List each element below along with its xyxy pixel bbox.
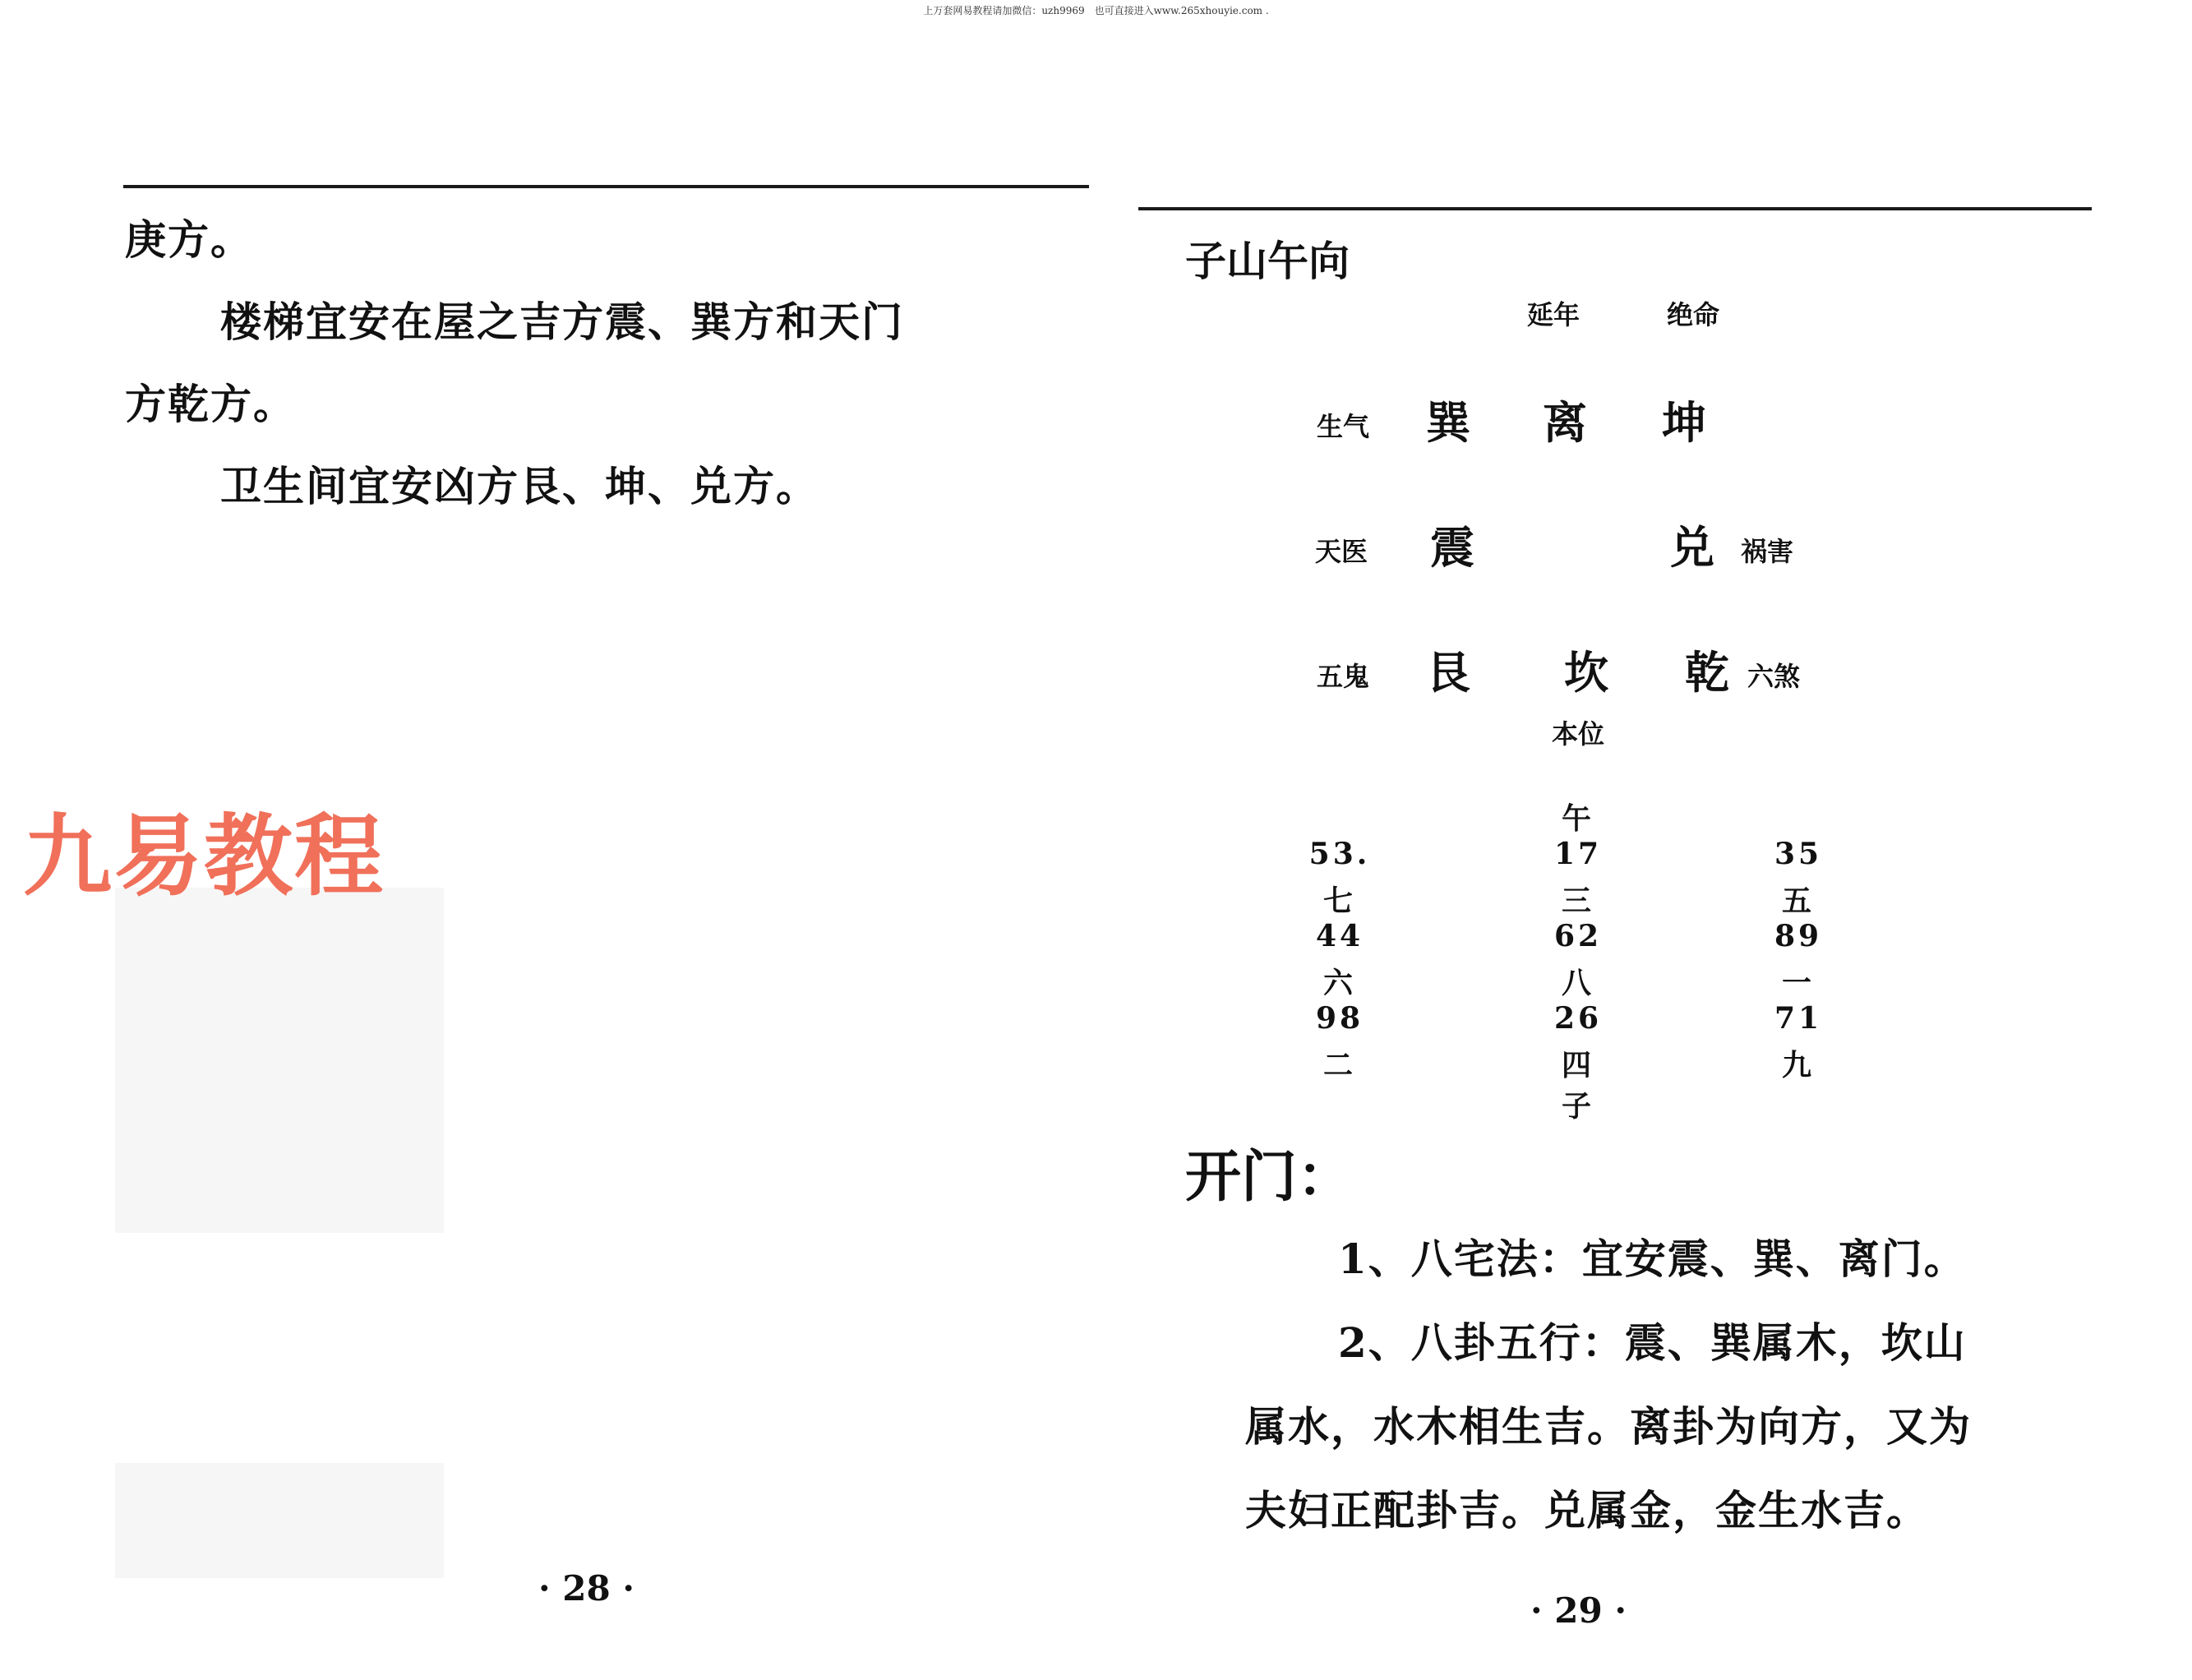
star-cell: 七 xyxy=(1322,884,1356,918)
trigram-kan: 坎 xyxy=(1564,646,1608,699)
star-cell: 62 xyxy=(1553,919,1603,953)
trigram-li: 离 xyxy=(1543,396,1587,449)
direction-wu: 午 xyxy=(1561,801,1594,836)
label-wugui: 五鬼 xyxy=(1317,661,1370,692)
left-text-line-1: 庚方。 xyxy=(125,215,253,264)
left-page-number: · 28 · xyxy=(538,1568,635,1608)
left-text-line-4: 卫生间宜安凶方艮、坤、兑方。 xyxy=(220,462,819,510)
left-text-line-3: 方乾方。 xyxy=(125,380,296,428)
watermark-logo: 九易教程 xyxy=(23,805,385,908)
star-cell: 98 xyxy=(1315,1001,1364,1036)
star-cell: 35 xyxy=(1774,837,1823,871)
star-cell: 一 xyxy=(1781,966,1815,1000)
star-cell: 九 xyxy=(1781,1048,1815,1082)
label-jueming: 绝命 xyxy=(1667,299,1720,330)
star-cell: 三 xyxy=(1561,884,1594,918)
left-text-line-2: 楼梯宜安在屋之吉方震、巽方和天门 xyxy=(220,298,904,346)
top-banner: 上万套网易教程请加微信：uzh9969 也可直接进入www.265xhouyie.com . xyxy=(923,5,1269,16)
star-cell: 八 xyxy=(1561,966,1594,1000)
right-header-rule xyxy=(1138,207,2092,210)
star-cell: 四 xyxy=(1561,1048,1594,1082)
star-cell: 17 xyxy=(1553,837,1603,871)
open-door-heading: 开门： xyxy=(1185,1144,1354,1210)
star-cell: 53. xyxy=(1308,837,1371,871)
label-shengqi: 生气 xyxy=(1317,411,1370,442)
star-cell: 五 xyxy=(1781,884,1815,918)
label-liusha: 六煞 xyxy=(1747,661,1801,692)
star-cell: 44 xyxy=(1315,919,1364,953)
star-cell: 89 xyxy=(1774,919,1823,953)
scan-haze xyxy=(115,888,444,1233)
section-title: 子山午向 xyxy=(1185,237,1350,285)
star-cell: 六 xyxy=(1322,966,1356,1000)
label-yannian: 延年 xyxy=(1527,299,1581,330)
right-page-number: · 29 · xyxy=(1530,1590,1627,1631)
trigram-dui: 兑 xyxy=(1670,521,1714,574)
rule-item-2-line-2: 属水，水木相生吉。离卦为向方，又为 xyxy=(1245,1402,1972,1451)
star-cell: 26 xyxy=(1553,1001,1603,1036)
scan-haze xyxy=(115,1463,444,1578)
direction-zi: 子 xyxy=(1561,1089,1594,1124)
rule-item-2-line-3: 夫妇正配卦吉。兑属金，金生水吉。 xyxy=(1245,1486,1929,1535)
star-cell: 二 xyxy=(1322,1048,1356,1082)
trigram-qian: 乾 xyxy=(1685,646,1729,699)
star-cell: 71 xyxy=(1774,1001,1823,1036)
label-huohai: 祸害 xyxy=(1741,536,1794,567)
trigram-gen: 艮 xyxy=(1426,646,1470,699)
label-benwei: 本位 xyxy=(1552,718,1605,750)
trigram-kun: 坤 xyxy=(1662,396,1706,449)
rule-item-1: 1、八宅法：宜安震、巽、离门。 xyxy=(1338,1235,1967,1283)
rule-item-2-line-1: 2、八卦五行：震、巽属木，坎山 xyxy=(1338,1318,1967,1367)
trigram-zhen: 震 xyxy=(1430,521,1474,574)
left-header-rule xyxy=(123,185,1089,188)
trigram-xun: 巽 xyxy=(1426,396,1470,449)
label-tianyi: 天医 xyxy=(1315,536,1368,567)
